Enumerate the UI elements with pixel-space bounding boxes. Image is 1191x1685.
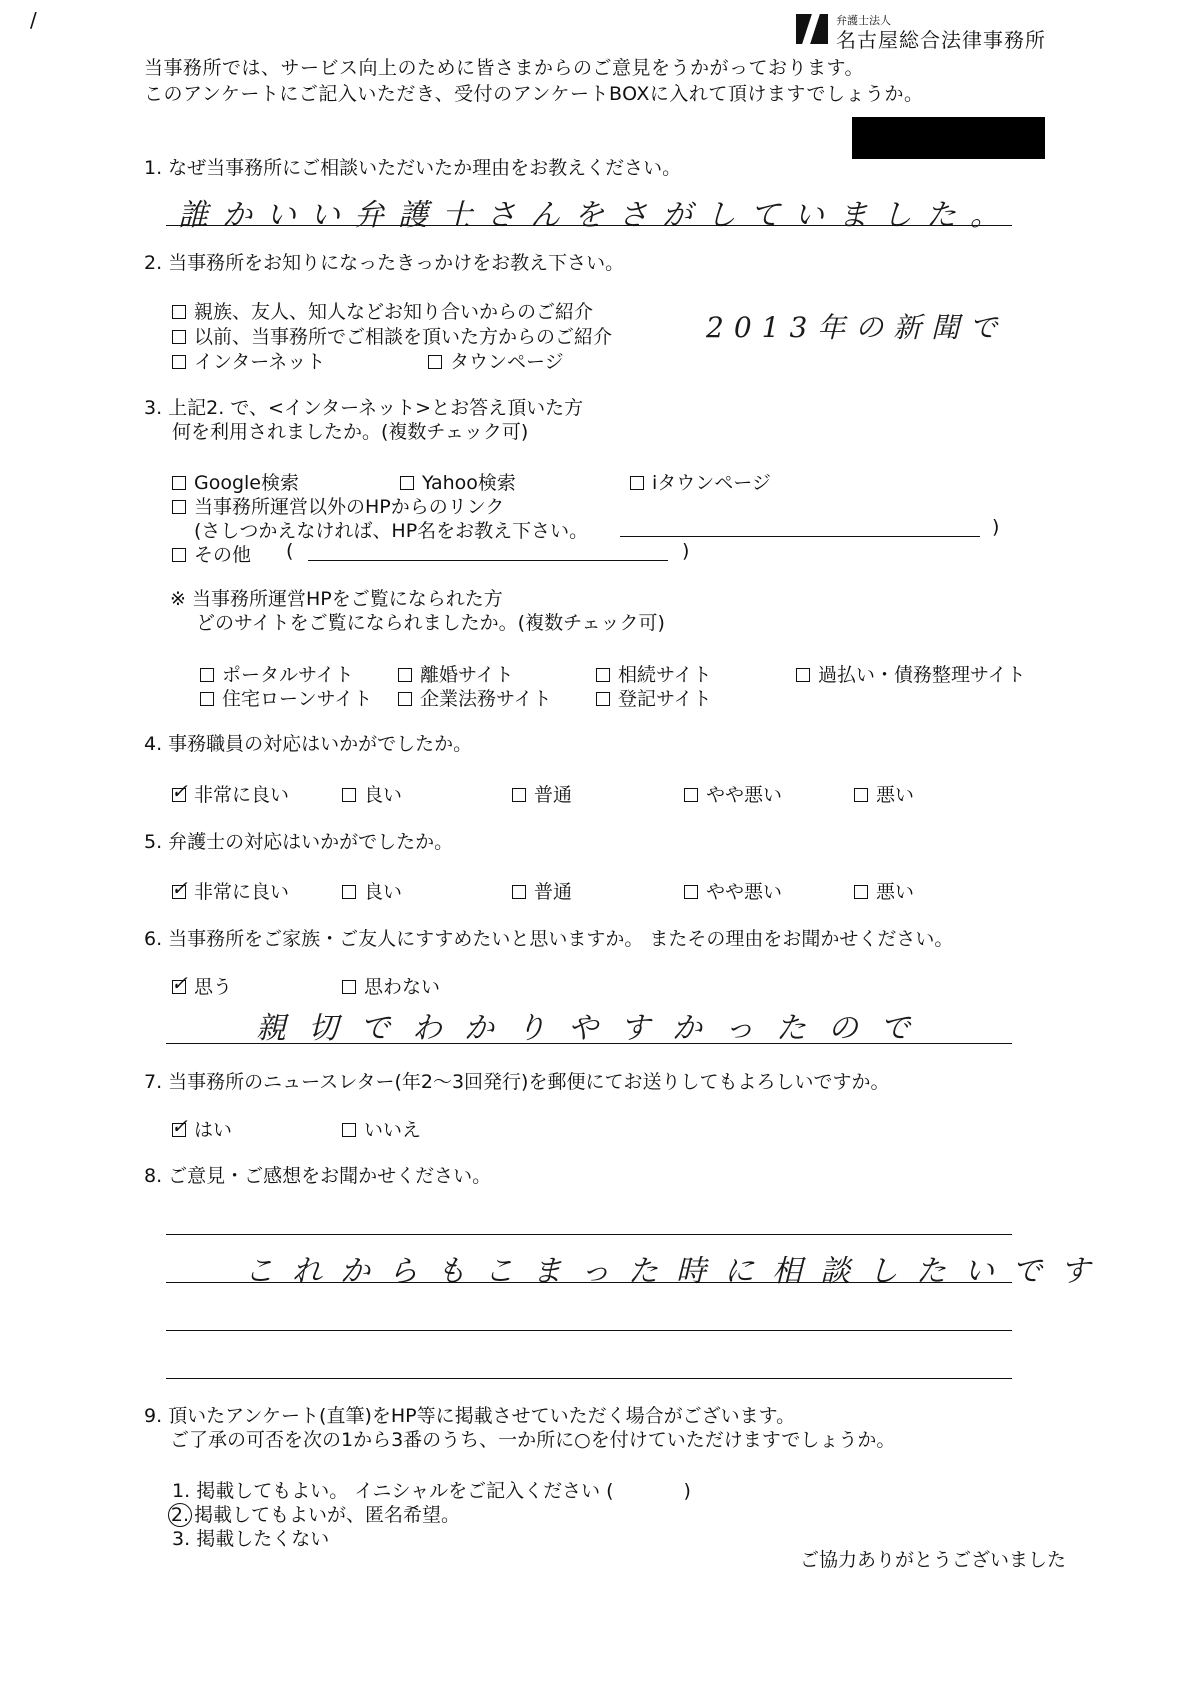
checkbox[interactable] (512, 885, 526, 899)
q5-option-bad[interactable]: 悪い (854, 877, 914, 904)
q5-option-excellent[interactable]: ✓ 非常に良い (171, 876, 290, 903)
q4-option-good[interactable]: 良い (342, 780, 402, 807)
q5-option-good[interactable]: 良い (342, 877, 402, 904)
checkbox-checked[interactable] (171, 971, 188, 995)
q4-option-bad[interactable]: 悪い (854, 780, 914, 807)
site-option-portal[interactable]: ポータルサイト (200, 660, 354, 687)
q3-option-other[interactable]: その他 (172, 540, 251, 567)
q7-label: 7. 当事務所のニュースレター(年2～3回発行)を郵便にてお送りしてもよろしいですか。 (144, 1071, 890, 1093)
thanks-message: ご協力ありがとうございました (800, 1549, 1067, 1571)
q9-label-2: ご了承の可否を次の1から3番のうち、一か所に○を付けていただけますでしょうか。 (170, 1429, 896, 1451)
checkbox[interactable] (172, 548, 186, 562)
site-option-corporate[interactable]: 企業法務サイト (398, 684, 552, 711)
site-option-inheritance[interactable]: 相続サイト (596, 660, 712, 687)
q7-option-yes[interactable]: ✓ はい (171, 1114, 233, 1141)
q3-link-blank[interactable] (620, 536, 980, 537)
q3-other-blank[interactable] (308, 560, 668, 561)
checkbox[interactable] (428, 355, 442, 369)
q8-label: 8. ご意見・ご感想をお聞かせください。 (144, 1165, 492, 1187)
check-mark-icon: ✓ (171, 971, 188, 995)
q9-option-1[interactable]: 1. 掲載してもよい。 イニシャルをご記入ください ( ) (172, 1480, 691, 1502)
checkbox[interactable] (172, 305, 186, 319)
checkbox[interactable] (200, 668, 214, 682)
q3-other-close-paren: ) (682, 540, 690, 562)
q1-answer: 誰かいい弁護士さんをさがしていました。 (178, 198, 1014, 233)
redacted-box (852, 117, 1045, 159)
q2-handwritten-note: 2013年の新聞で (706, 311, 1008, 344)
q6-answer: 親切でわかりやすかったので (256, 1011, 932, 1046)
q3-label-2: 何を利用されましたか。(複数チェック可) (172, 421, 529, 443)
q3-link-note: (さしつかえなければ、HP名をお教え下さい。 (194, 520, 589, 542)
q5-option-somewhat-bad[interactable]: やや悪い (684, 877, 782, 904)
checkbox-checked[interactable] (171, 1114, 188, 1138)
checkbox[interactable] (400, 476, 414, 490)
checkbox[interactable] (172, 355, 186, 369)
checkbox[interactable] (342, 980, 356, 994)
q2-option-acquaintance[interactable]: 親族、友人、知人などお知り合いからのご紹介 (172, 297, 593, 324)
q4-option-somewhat-bad[interactable]: やや悪い (684, 780, 782, 807)
q3-option-yahoo[interactable]: Yahoo検索 (400, 468, 516, 495)
q6-label: 6. 当事務所をご家族・ご友人にすすめたいと思いますか。 またその理由をお聞かせください。 (144, 928, 954, 950)
corner-mark: / (30, 8, 37, 32)
q7-option-no[interactable]: いいえ (342, 1115, 421, 1142)
q3-note-1: ※ 当事務所運営HPをご覧になられた方 (170, 588, 503, 610)
q3-option-google[interactable]: Google検索 (172, 468, 299, 495)
q8-line-2 (166, 1282, 1012, 1283)
checkbox[interactable] (596, 668, 610, 682)
q8-line-1 (166, 1234, 1012, 1235)
checkbox[interactable] (172, 500, 186, 514)
check-mark-icon: ✓ (171, 876, 188, 900)
q8-line-4 (166, 1378, 1012, 1379)
checkbox[interactable] (596, 692, 610, 706)
site-option-registry[interactable]: 登記サイト (596, 684, 712, 711)
q2-option-townpage[interactable]: タウンページ (428, 347, 564, 374)
q3-other-open-paren: ( (286, 540, 294, 562)
q3-label-1: 3. 上記2. で、<インターネット>とお答え頂いた方 (144, 397, 584, 419)
q6-answer-line (166, 1043, 1012, 1044)
selected-circle-icon: 2. (168, 1503, 192, 1527)
checkbox[interactable] (342, 885, 356, 899)
q5-option-average[interactable]: 普通 (512, 877, 572, 904)
q3-link-close-paren: ) (992, 516, 1000, 538)
q4-option-excellent[interactable]: ✓ 非常に良い (171, 779, 290, 806)
q2-option-referral[interactable]: 以前、当事務所でご相談を頂いた方からのご紹介 (172, 322, 612, 349)
checkbox[interactable] (630, 476, 644, 490)
q5-label: 5. 弁護士の対応はいかがでしたか。 (144, 831, 454, 853)
checkbox[interactable] (342, 788, 356, 802)
site-option-divorce[interactable]: 離婚サイト (398, 660, 514, 687)
site-option-mortgage[interactable]: 住宅ローンサイト (200, 684, 372, 711)
checkbox-checked[interactable] (171, 876, 188, 900)
checkbox[interactable] (172, 330, 186, 344)
checkbox[interactable] (200, 692, 214, 706)
firm-name: 名古屋総合法律事務所 (836, 28, 1046, 52)
checkbox[interactable] (796, 668, 810, 682)
intro-line-1: 当事務所では、サービス向上のために皆さまからのご意見をうかがっております。 (144, 57, 864, 79)
checkbox[interactable] (398, 692, 412, 706)
checkbox[interactable] (398, 668, 412, 682)
q9-label-1: 9. 頂いたアンケート(直筆)をHP等に掲載させていただく場合がございます。 (144, 1405, 796, 1427)
checkbox[interactable] (684, 885, 698, 899)
firm-type-label: 弁護士法人 (836, 14, 891, 27)
q1-label: 1. なぜ当事務所にご相談いただいたか理由をお教えください。 (144, 157, 682, 179)
intro-line-2: このアンケートにご記入いただき、受付のアンケートBOXに入れて頂けますでしょうか。 (144, 83, 924, 105)
check-mark-icon: ✓ (171, 779, 188, 803)
q6-option-no[interactable]: 思わない (342, 972, 440, 999)
q2-label: 2. 当事務所をお知りになったきっかけをお教え下さい。 (144, 252, 625, 274)
q4-label: 4. 事務職員の対応はいかがでしたか。 (144, 733, 473, 755)
checkbox[interactable] (512, 788, 526, 802)
checkbox[interactable] (172, 476, 186, 490)
q9-option-3[interactable]: 3. 掲載したくない (172, 1528, 330, 1550)
checkbox[interactable] (684, 788, 698, 802)
site-option-debt[interactable]: 過払い・債務整理サイト (796, 660, 1026, 687)
q9-option-2[interactable]: 2. 掲載してもよいが、匿名希望。 (172, 1500, 460, 1527)
checkbox[interactable] (854, 788, 868, 802)
checkbox[interactable] (854, 885, 868, 899)
q3-note-2: どのサイトをご覧になられましたか。(複数チェック可) (196, 612, 665, 634)
q2-option-internet[interactable]: インターネット (172, 347, 325, 374)
q1-answer-line (166, 225, 1012, 226)
checkbox[interactable] (342, 1123, 356, 1137)
q8-answer: これからもこまった時に相談したいです (244, 1254, 1108, 1289)
q4-option-average[interactable]: 普通 (512, 780, 572, 807)
check-mark-icon: ✓ (171, 1114, 188, 1138)
q3-option-itown[interactable]: iタウンページ (630, 468, 771, 495)
q3-option-link[interactable]: 当事務所運営以外のHPからのリンク (172, 492, 504, 519)
q6-option-yes[interactable]: ✓ 思う (171, 971, 233, 998)
q8-line-3 (166, 1330, 1012, 1331)
checkbox-checked[interactable] (171, 779, 188, 803)
